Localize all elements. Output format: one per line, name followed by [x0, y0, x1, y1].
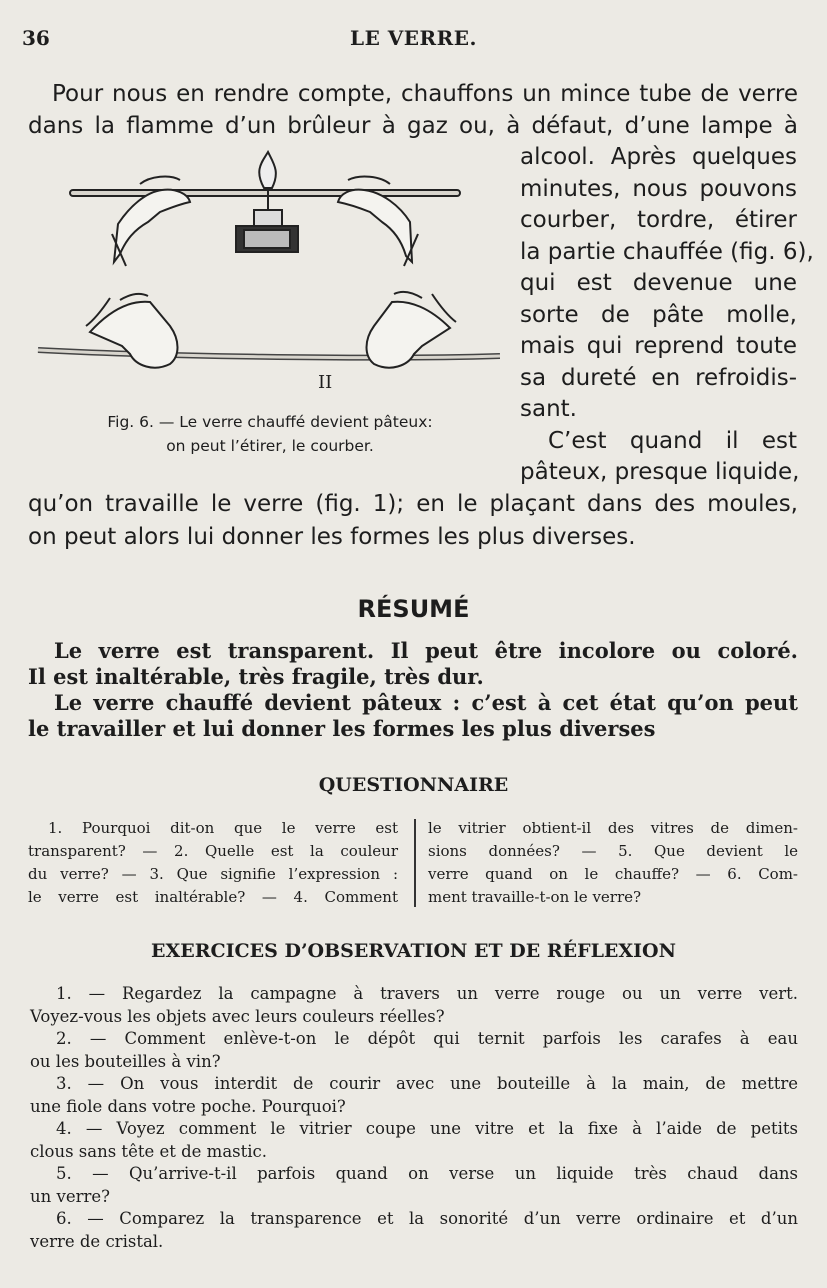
column-line: courber, tordre, étirer	[520, 207, 797, 233]
column-line: C’est quand il est	[548, 427, 797, 454]
figure-6	[30, 150, 500, 400]
glass-tube-illustration	[30, 150, 500, 400]
exercise-item	[30, 1073, 798, 1118]
continuation-line-1: qu’on travaille le verre (fig. 1); en le plaçant dans des moules,	[28, 491, 798, 517]
exercise-line: verre de cristal.	[30, 1231, 164, 1251]
continuation-line-2: on peut alors lui donner les formes les plus diverses.	[28, 524, 636, 550]
question-line: verre quand on le chauffe? — 6. Com-	[428, 865, 798, 883]
scene-bending	[38, 292, 500, 368]
intro-paragraph	[28, 79, 798, 142]
question-line: le verre est inaltérable? — 4. Comment	[28, 888, 398, 906]
intro-column	[520, 142, 814, 489]
column-line: minutes, nous pouvons	[520, 175, 797, 202]
resume-line: Le verre est transparent. Il peut être incolore ou coloré.	[54, 638, 798, 663]
exercise-line: 1. — Regardez la campagne à travers un verre rouge ou un verre vert.	[56, 984, 798, 1003]
figure-label-ii: II	[318, 372, 333, 393]
resume-heading: RÉSUMÉ	[357, 595, 470, 623]
column-line: sorte de pâte molle,	[520, 301, 797, 328]
column-line: qui est devenue une	[520, 270, 797, 296]
exercise-line: 2. — Comment enlève-t-on le dépôt qui ternit parfois les carafes à eau	[56, 1029, 798, 1048]
resume-line: Il est inaltérable, très fragile, très dur.	[28, 664, 484, 689]
question-line: le vitrier obtient-il des vitres de dimen-	[428, 819, 798, 837]
exercices-list	[30, 983, 798, 1253]
questionnaire-heading: QUESTIONNAIRE	[318, 774, 509, 796]
exercise-line: Voyez-vous les objets avec leurs couleurs réelles?	[30, 1006, 445, 1026]
question-line: 1. Pourquoi dit-on que le verre est	[48, 819, 398, 837]
page-number: 36	[22, 26, 50, 50]
exercise-line: 3. — On vous interdit de courir avec une bouteille à la main, de mettre	[56, 1074, 798, 1093]
exercise-line: 5. — Qu’arrive-t-il parfois quand on verse un liquide très chaud dans	[56, 1164, 798, 1183]
question-line: transparent? — 2. Quelle est la couleur	[28, 842, 398, 860]
resume-text	[28, 638, 798, 742]
exercise-item	[30, 983, 798, 1028]
exercise-line: ou les bouteilles à vin?	[30, 1051, 221, 1071]
column-line: la partie chauffée (fig. 6),	[520, 238, 814, 265]
exercices-heading: EXERCICES D’OBSERVATION ET DE RÉFLEXION	[151, 940, 676, 962]
column-line: pâteux, presque liquide,	[520, 459, 800, 485]
exercise-item	[30, 1028, 798, 1073]
column-divider	[414, 819, 416, 907]
scene-heating	[70, 152, 460, 266]
questionnaire-columns	[28, 817, 798, 909]
exercise-item	[30, 1163, 798, 1208]
exercise-line: une fiole dans votre poche. Pourquoi?	[30, 1096, 346, 1116]
intro-continuation	[28, 489, 798, 555]
page-header	[0, 22, 827, 52]
column-line: sa dureté en refroidis-	[520, 364, 797, 391]
resume-line: Le verre chauffé devient pâteux : c’est à cet état qu’on peut	[54, 690, 798, 715]
questionnaire-right	[428, 817, 798, 909]
running-title: LE VERRE.	[350, 26, 477, 50]
exercise-item	[30, 1118, 798, 1163]
questionnaire-left	[28, 817, 398, 909]
exercise-item	[30, 1208, 798, 1253]
figure-caption	[40, 410, 500, 458]
question-line: du verre? — 3. Que signifie l’expression :	[28, 865, 398, 883]
column-line: mais qui reprend toute	[520, 333, 797, 359]
exercise-line: 6. — Comparez la transparence et la sonorité d’un verre ordinaire et d’un	[56, 1209, 798, 1228]
caption-line-1: Fig. 6. — Le verre chauffé devient pâteux:	[107, 413, 433, 431]
intro-line-2: dans la flamme d’un brûleur à gaz ou, à défaut, d’une lampe à	[28, 112, 798, 139]
question-line: sions données? — 5. Que devient le	[428, 842, 798, 860]
column-line: alcool. Après quelques	[520, 144, 797, 170]
intro-line-1: Pour nous en rendre compte, chauffons un mince tube de verre	[52, 81, 798, 107]
exercise-line: 4. — Voyez comment le vitrier coupe une vitre et la fixe à l’aide de petits	[56, 1119, 798, 1138]
resume-line: le travailler et lui donner les formes les plus diverses	[28, 716, 656, 741]
question-line: ment travaille-t-on le verre?	[428, 888, 642, 906]
exercise-line: clous sans tête et de mastic.	[30, 1141, 268, 1161]
column-line: sant.	[520, 396, 577, 422]
caption-line-2: on peut l’étirer, le courber.	[166, 437, 374, 455]
exercise-line: un verre?	[30, 1186, 110, 1206]
